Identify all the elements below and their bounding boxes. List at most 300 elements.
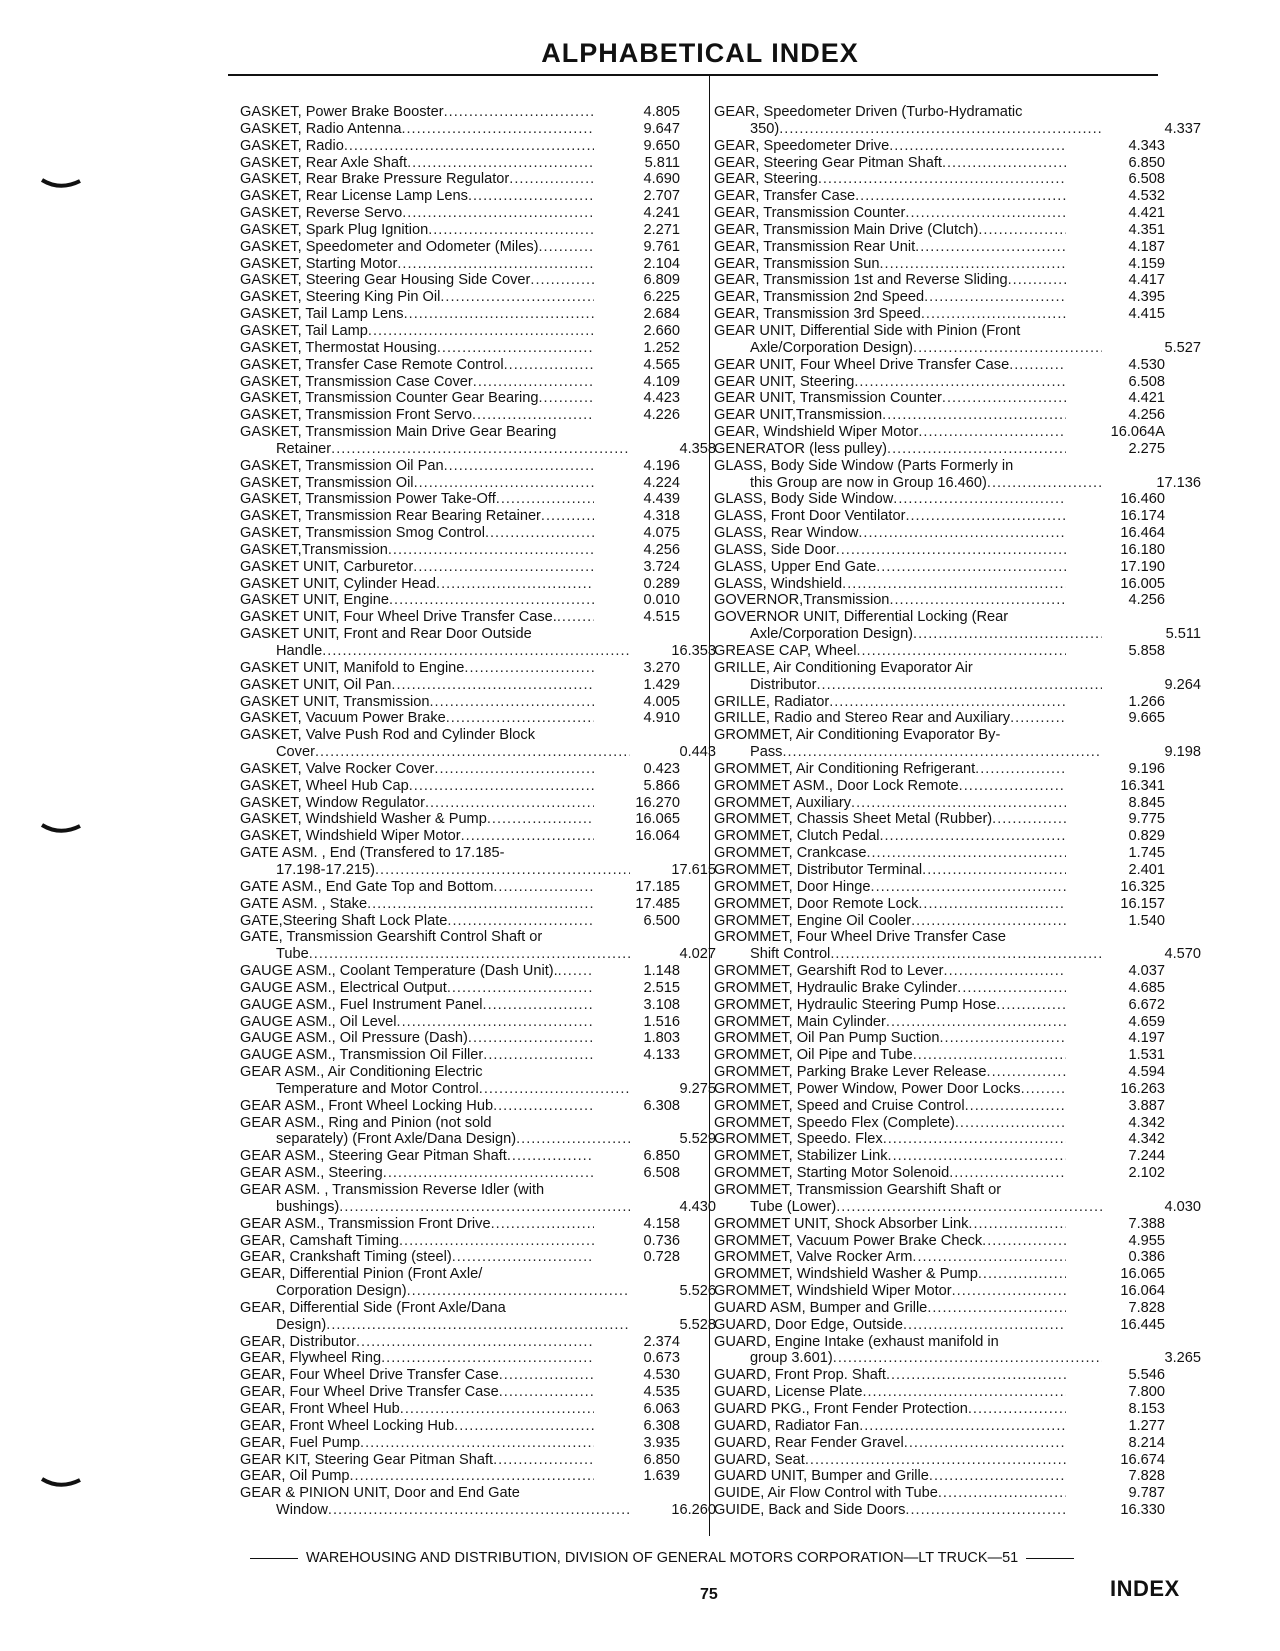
dot-leader <box>879 256 1066 273</box>
entry-label: GROMMET, Air Conditioning Refrigerant <box>714 760 976 777</box>
entry-group-number: 7.828 <box>1128 1468 1165 1485</box>
dot-leader <box>965 1098 1066 1115</box>
entry-label: GOVERNOR UNIT, Differential Locking (Rear <box>714 609 1009 626</box>
entry-label: GROMMET, Four Wheel Drive Transfer Case <box>714 929 1006 946</box>
dot-leader <box>905 508 1066 525</box>
index-entry <box>714 542 1201 559</box>
entry-group-number: 6.809 <box>643 272 680 289</box>
entry-label: GROMMET, Distributor Terminal <box>714 861 923 878</box>
index-entry <box>714 609 1201 643</box>
entry-group-number: 17.185 <box>635 878 680 895</box>
dot-leader <box>942 390 1066 407</box>
dot-leader <box>955 1115 1066 1132</box>
dot-leader <box>927 1300 1066 1317</box>
entry-group-number: 2.515 <box>643 979 680 996</box>
entry-label: GASKET, Radio <box>240 137 344 154</box>
dot-leader <box>817 677 1103 694</box>
entry-group-number: 6.850 <box>1128 154 1165 171</box>
entry-group-number: 16.157 <box>1120 895 1165 912</box>
entry-group-number: 4.659 <box>1128 1013 1165 1030</box>
index-entry <box>240 1064 716 1098</box>
entry-label: GATE ASM., End Gate Top and Bottom <box>240 878 494 895</box>
entry-label: GASKET, Valve Rocker Cover <box>240 760 435 777</box>
index-entry <box>240 1182 716 1216</box>
index-entry <box>240 1334 716 1351</box>
dot-leader <box>924 289 1066 306</box>
entry-label: GLASS, Front Door Ventilator <box>714 508 906 525</box>
entry-label: GROMMET, Parking Brake Lever Release <box>714 1064 987 1081</box>
index-entry <box>240 660 716 677</box>
entry-label: GROMMET, Hydraulic Brake Cylinder <box>714 979 958 996</box>
entry-group-number: 16.260 <box>671 1502 716 1519</box>
index-entry <box>714 1047 1201 1064</box>
index-entry <box>240 508 716 525</box>
dot-leader <box>487 811 594 828</box>
index-entry <box>714 1266 1201 1283</box>
entry-label: GROMMET, Clutch Pedal <box>714 828 880 845</box>
entry-label-continued: Tube <box>276 946 309 963</box>
dot-leader <box>915 239 1066 256</box>
index-entry <box>240 205 716 222</box>
index-entry <box>240 1047 716 1064</box>
entry-group-number: 4.532 <box>1128 188 1165 205</box>
entry-label-continued: separately) (Front Axle/Dana Design) <box>276 1131 517 1148</box>
entry-group-number: 4.226 <box>643 407 680 424</box>
dot-leader <box>889 138 1066 155</box>
index-entry <box>714 1098 1201 1115</box>
dot-leader <box>888 1148 1066 1165</box>
entry-label-continued: Shift Control <box>750 946 831 963</box>
entry-group-number: 3.724 <box>643 558 680 575</box>
entry-label: GROMMET ASM., Door Lock Remote <box>714 777 959 794</box>
index-entry <box>714 980 1201 997</box>
dot-leader <box>871 879 1066 896</box>
dot-leader <box>436 576 594 593</box>
binder-hole-mark <box>40 177 82 193</box>
entry-label: GASKET, Reverse Servo <box>240 205 403 222</box>
entry-label: GRILLE, Radio and Stereo Rear and Auxiliary <box>714 710 1011 727</box>
dot-leader <box>836 542 1066 559</box>
entry-group-number: 4.351 <box>1128 221 1165 238</box>
index-entry <box>714 1014 1201 1031</box>
entry-label: GLASS, Body Side Window <box>714 491 894 508</box>
entry-label-continued: Corporation Design) <box>276 1283 407 1300</box>
entry-label: GASKET, Transfer Case Remote Control <box>240 356 504 373</box>
index-entry <box>714 171 1201 188</box>
entry-group-number: 6.308 <box>643 1097 680 1114</box>
entry-group-number: 0.443 <box>679 744 716 761</box>
dot-leader <box>530 272 594 289</box>
entry-group-number: 0.728 <box>643 1249 680 1266</box>
entry-group-number: 6.063 <box>643 1400 680 1417</box>
entry-group-number: 4.530 <box>1128 356 1165 373</box>
entry-label: GEAR ASM., Front Wheel Locking Hub <box>240 1097 494 1114</box>
entry-label: GASKET, Tail Lamp <box>240 322 368 339</box>
entry-label: GEAR, Four Wheel Drive Transfer Case <box>240 1384 499 1401</box>
entry-group-number: 16.064 <box>635 828 680 845</box>
entry-group-number: 17.190 <box>1120 558 1165 575</box>
index-entry <box>714 1300 1201 1317</box>
entry-group-number: 4.158 <box>643 1215 680 1232</box>
index-entry <box>714 1233 1201 1250</box>
dot-leader <box>539 239 595 256</box>
index-entry <box>714 795 1201 812</box>
dot-leader <box>968 1401 1066 1418</box>
entry-label: GRILLE, Air Conditioning Evaporator Air <box>714 659 973 676</box>
index-entry <box>240 828 716 845</box>
dot-leader <box>440 289 594 306</box>
index-entry <box>240 340 716 357</box>
entry-label: GASKET, Spark Plug Ignition <box>240 221 429 238</box>
dot-leader <box>389 592 594 609</box>
dot-leader <box>414 475 594 492</box>
index-entry <box>240 896 716 913</box>
index-entry <box>714 525 1201 542</box>
entry-group-number: 0.736 <box>643 1232 680 1249</box>
entry-label: GASKET, Transmission Front Servo <box>240 407 472 424</box>
entry-group-number: 5.546 <box>1128 1367 1165 1384</box>
entry-group-number: 2.660 <box>643 322 680 339</box>
index-entry <box>714 1030 1201 1047</box>
entry-group-number: 9.196 <box>1128 760 1165 777</box>
index-entry <box>714 1468 1201 1485</box>
entry-group-number: 2.102 <box>1128 1165 1165 1182</box>
dot-leader <box>959 778 1066 795</box>
entry-group-number: 1.277 <box>1128 1417 1165 1434</box>
index-entry <box>240 357 716 374</box>
entry-label: GLASS, Body Side Window (Parts Formerly in <box>714 457 1014 474</box>
entry-label: GASKET UNIT, Oil Pan <box>240 676 392 693</box>
index-entry <box>714 1064 1201 1081</box>
entry-group-number: 2.275 <box>1128 440 1165 457</box>
entry-group-number: 4.075 <box>643 525 680 542</box>
entry-label-continued: Distributor <box>750 676 817 693</box>
entry-label: GASKET, Speedometer and Odometer (Miles) <box>240 238 539 255</box>
entry-group-number: 4.187 <box>1128 238 1165 255</box>
entry-label: GROMMET, Main Cylinder <box>714 1013 886 1030</box>
dot-leader <box>905 205 1066 222</box>
entry-group-number: 0.423 <box>643 760 680 777</box>
index-entry <box>240 1233 716 1250</box>
entry-group-number: 4.342 <box>1128 1114 1165 1131</box>
footer-text: WAREHOUSING AND DISTRIBUTION, DIVISION OF GENERAL MOTORS CORPORATION—LT TRUCK—51 <box>306 1550 1019 1566</box>
dot-leader <box>407 155 594 172</box>
entry-group-number: 6.308 <box>643 1417 680 1434</box>
index-entry <box>714 811 1201 828</box>
entry-label: GEAR, Speedometer Drive <box>714 137 890 154</box>
entry-group-number: 5.526 <box>679 1283 716 1300</box>
entry-group-number: 16.263 <box>1120 1080 1165 1097</box>
entry-label-continued: group 3.601) <box>750 1350 833 1367</box>
index-entry <box>240 727 716 761</box>
dot-leader <box>992 811 1066 828</box>
entry-label: GUIDE, Back and Side Doors <box>714 1502 906 1519</box>
dot-leader <box>344 138 594 155</box>
dot-leader <box>447 913 594 930</box>
entry-label: GASKET, Radio Antenna <box>240 120 402 137</box>
entry-group-number: 9.761 <box>643 238 680 255</box>
dot-leader <box>876 559 1066 576</box>
index-entry <box>240 407 716 424</box>
binder-hole-mark <box>40 822 82 838</box>
dot-leader <box>309 946 630 963</box>
dot-leader <box>493 879 594 896</box>
entry-label: GASKET, Rear Axle Shaft <box>240 154 408 171</box>
entry-group-number: 0.673 <box>643 1350 680 1367</box>
dot-leader <box>407 1283 630 1300</box>
entry-group-number: 16.330 <box>1120 1502 1165 1519</box>
index-entry <box>240 1418 716 1435</box>
dot-leader <box>929 1468 1066 1485</box>
dot-leader <box>483 997 594 1014</box>
entry-label: GEAR, Transmission 3rd Speed <box>714 306 921 323</box>
entry-label: GUARD, Radiator Fan <box>714 1417 860 1434</box>
entry-group-number: 16.064A <box>1110 424 1165 441</box>
dot-leader <box>322 643 630 660</box>
dot-leader <box>444 104 594 121</box>
dot-leader <box>855 188 1066 205</box>
entry-group-number: 1.516 <box>643 1013 680 1030</box>
entry-label: GAUGE ASM., Oil Level <box>240 1013 397 1030</box>
entry-label: GASKET, Starting Motor <box>240 255 398 272</box>
index-entry <box>240 609 716 626</box>
entry-label-continued: Handle <box>276 643 323 659</box>
index-entry <box>240 138 716 155</box>
dot-leader <box>541 508 594 525</box>
dot-leader <box>491 1216 594 1233</box>
entry-group-number: 9.198 <box>1164 744 1201 761</box>
dot-leader <box>402 205 594 222</box>
dot-leader <box>397 1014 594 1031</box>
index-entry <box>240 491 716 508</box>
index-entry <box>240 1468 716 1485</box>
entry-label: GEAR, Transfer Case <box>714 188 856 205</box>
entry-label: GROMMET, Auxiliary <box>714 794 852 811</box>
entry-label: GEAR ASM., Steering <box>240 1165 383 1182</box>
index-entry <box>240 188 716 205</box>
index-entry <box>714 1317 1201 1334</box>
index-entry <box>240 1014 716 1031</box>
entry-label: GUARD, Rear Fender Gravel <box>714 1434 904 1451</box>
entry-label: GASKET,Transmission <box>240 541 388 558</box>
entry-label: GASKET, Vacuum Power Brake <box>240 710 446 727</box>
entry-group-number: 6.500 <box>643 912 680 929</box>
index-entry <box>714 660 1201 694</box>
dot-leader <box>452 1249 594 1266</box>
index-entry <box>714 694 1201 711</box>
entry-label: GLASS, Upper End Gate <box>714 558 877 575</box>
dot-leader <box>315 744 630 761</box>
entry-group-number: 2.401 <box>1128 861 1165 878</box>
index-entry <box>714 424 1201 441</box>
index-entry <box>240 374 716 391</box>
entry-label: GROMMET, Hydraulic Steering Pump Hose <box>714 996 997 1013</box>
index-entry <box>714 727 1201 761</box>
index-entry <box>714 323 1201 357</box>
dot-leader <box>957 980 1066 997</box>
entry-label: GASKET, Transmission Rear Bearing Retainer <box>240 508 541 525</box>
entry-label: GASKET UNIT, Four Wheel Drive Transfer Case. <box>240 609 557 626</box>
index-entry <box>714 929 1201 963</box>
entry-group-number: 4.570 <box>1164 946 1201 963</box>
entry-label: GASKET, Transmission Case Cover <box>240 373 473 390</box>
dot-leader <box>911 913 1066 930</box>
dot-leader <box>987 1064 1066 1081</box>
index-entry <box>714 306 1201 323</box>
dot-leader <box>913 626 1102 643</box>
index-entry <box>714 104 1201 138</box>
entry-group-number: 16.341 <box>1120 777 1165 794</box>
entry-label: GASKET, Transmission Main Drive Gear Bearing <box>240 424 557 441</box>
index-entry <box>240 1350 716 1367</box>
dot-leader <box>557 609 594 626</box>
entry-label: GASKET, Valve Push Rod and Cylinder Block <box>240 727 535 744</box>
index-entry <box>240 155 716 172</box>
entry-group-number: 2.374 <box>643 1333 680 1350</box>
dot-leader <box>400 1401 594 1418</box>
entry-group-number: 17.485 <box>635 895 680 912</box>
entry-label: GROMMET, Door Hinge <box>714 878 871 895</box>
entry-label: GROMMET, Door Remote Lock <box>714 895 919 912</box>
index-entry <box>714 1384 1201 1401</box>
index-entry <box>240 222 716 239</box>
entry-group-number: 16.325 <box>1120 878 1165 895</box>
index-entry <box>240 272 716 289</box>
entry-group-number: 4.256 <box>643 541 680 558</box>
index-entry <box>240 1485 716 1519</box>
dot-leader <box>472 407 594 424</box>
entry-label: GASKET, Transmission Counter Gear Bearing <box>240 390 539 407</box>
entry-label: GATE,Steering Shaft Lock Plate <box>240 912 448 929</box>
entry-label: GUARD, Door Edge, Outside <box>714 1316 903 1333</box>
entry-label-continued: 17.198-17.215) <box>276 861 375 878</box>
entry-label: GEAR KIT, Steering Gear Pitman Shaft <box>240 1451 494 1468</box>
dot-leader <box>507 1148 594 1165</box>
entry-label-continued: Axle/Corporation Design) <box>750 626 914 643</box>
index-entry <box>714 896 1201 913</box>
dot-leader <box>862 1384 1066 1401</box>
entry-group-number: 2.104 <box>643 255 680 272</box>
entry-label: GASKET, Wheel Hub Cap <box>240 777 409 794</box>
dot-leader <box>944 963 1066 980</box>
entry-label: GEAR UNIT, Differential Side with Pinion (Front <box>714 322 1021 339</box>
entry-group-number: 4.318 <box>643 508 680 525</box>
dot-leader <box>516 1131 630 1148</box>
dot-leader <box>464 660 594 677</box>
index-entry <box>714 710 1201 727</box>
entry-label: GASKET, Power Brake Booster <box>240 104 444 120</box>
dot-leader <box>368 323 594 340</box>
entry-group-number: 6.850 <box>643 1148 680 1165</box>
entry-label: GEAR, Transmission Sun <box>714 255 880 272</box>
entry-label: GEAR, Crankshaft Timing (steel) <box>240 1249 452 1266</box>
entry-label: GASKET, Window Regulator <box>240 794 425 811</box>
index-entry <box>240 1249 716 1266</box>
dot-leader <box>425 795 594 812</box>
index-entry <box>714 1131 1201 1148</box>
dot-leader <box>479 1081 630 1098</box>
index-entry <box>714 188 1201 205</box>
dot-leader <box>461 828 594 845</box>
dot-leader <box>893 491 1066 508</box>
entry-label: GROMMET, Speed and Cruise Control <box>714 1097 965 1114</box>
section-label: INDEX <box>1110 1576 1180 1601</box>
dot-leader <box>921 306 1066 323</box>
index-entry <box>240 458 716 475</box>
entry-group-number: 17.136 <box>1156 474 1201 491</box>
index-entry <box>240 1300 716 1334</box>
entry-label: GEAR, Transmission Rear Unit <box>714 238 916 255</box>
entry-label-continued: Temperature and Motor Control <box>276 1080 479 1097</box>
entry-group-number: 5.858 <box>1128 643 1165 659</box>
index-entry <box>240 710 716 727</box>
entry-label-continued: 350) <box>750 120 780 137</box>
entry-group-number: 4.241 <box>643 205 680 222</box>
index-entry <box>714 1081 1201 1098</box>
index-entry <box>714 1485 1201 1502</box>
entry-label: GAUGE ASM., Electrical Output <box>240 979 447 996</box>
entry-group-number: 3.265 <box>1164 1350 1201 1367</box>
entry-group-number: 6.508 <box>1128 171 1165 188</box>
index-entry <box>240 811 716 828</box>
dot-leader <box>968 1216 1066 1233</box>
dot-leader <box>913 340 1102 357</box>
entry-label: GEAR, Differential Pinion (Front Axle/ <box>240 1266 483 1283</box>
entry-label: GROMMET, Stabilizer Link <box>714 1148 888 1165</box>
dot-leader <box>437 340 594 357</box>
entry-label: GEAR, Speedometer Driven (Turbo-Hydramatic <box>714 104 1023 120</box>
dot-leader <box>468 1030 594 1047</box>
dot-leader <box>409 778 594 795</box>
dot-leader <box>399 1233 594 1250</box>
entry-label: GUARD, Seat <box>714 1451 805 1468</box>
entry-label-continued: Axle/Corporation Design) <box>750 339 914 356</box>
index-entry <box>714 239 1201 256</box>
entry-label: GRILLE, Radiator <box>714 693 830 710</box>
entry-group-number: 9.665 <box>1128 710 1165 727</box>
entry-group-number: 4.535 <box>643 1384 680 1401</box>
entry-group-number: 5.529 <box>679 1131 716 1148</box>
entry-label: GASKET, Transmission Oil Pan <box>240 457 444 474</box>
entry-group-number: 4.133 <box>643 1047 680 1064</box>
dot-leader <box>485 525 594 542</box>
dot-leader <box>886 1014 1066 1031</box>
entry-group-number: 9.275 <box>679 1080 716 1097</box>
index-entry <box>714 1249 1201 1266</box>
entry-group-number: 3.270 <box>643 659 680 676</box>
index-entry <box>240 778 716 795</box>
dot-leader <box>833 1350 1102 1367</box>
entry-group-number: 9.647 <box>643 120 680 137</box>
index-entry <box>714 1367 1201 1384</box>
index-entry <box>714 845 1201 862</box>
index-entry <box>714 879 1201 896</box>
entry-group-number: 4.005 <box>643 693 680 710</box>
dot-leader <box>918 896 1066 913</box>
index-entry <box>240 1115 716 1149</box>
entry-label: GEAR, Fuel Pump <box>240 1434 361 1451</box>
index-entry <box>714 997 1201 1014</box>
index-entry <box>240 879 716 896</box>
index-entry <box>240 289 716 306</box>
entry-label: GENERATOR (less pulley) <box>714 440 888 457</box>
dot-leader <box>446 710 594 727</box>
index-entry <box>714 256 1201 273</box>
entry-label: GASKET UNIT, Cylinder Head <box>240 575 437 592</box>
entry-group-number: 8.845 <box>1128 794 1165 811</box>
index-entry <box>240 795 716 812</box>
dot-leader <box>1009 357 1066 374</box>
